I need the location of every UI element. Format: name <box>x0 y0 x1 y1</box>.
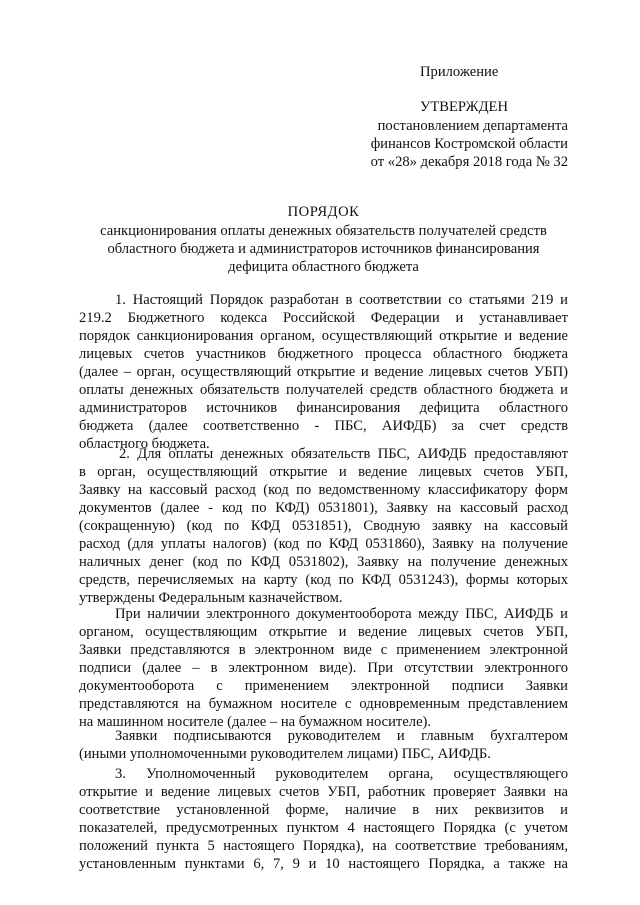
text-line: порядок санкционирования органом, осуществляющий открытие и ведение <box>79 328 568 344</box>
decree-line-1: постановлением департамента <box>377 118 568 134</box>
paragraph-1 <box>79 291 568 453</box>
text-line: администраторов источников финансирования дефицита областного <box>79 400 568 416</box>
text-line: соответствие установленной форме, наличие в них реквизитов и <box>79 802 568 818</box>
text-line: положений пункта 5 настоящего Порядка), на соответствие требованиям, <box>79 838 568 854</box>
text-line: органом, осуществляющим открытие и ведение лицевых счетов УБП, <box>79 624 568 640</box>
document-heading: ПОРЯДОК <box>287 204 360 220</box>
text-line: (иными уполномоченными руководителем лицами) ПБС, АИФДБ. <box>79 746 491 762</box>
text-line: Заявки представляются в электронном виде с применением электронной <box>79 642 568 658</box>
text-line: открытие и ведение лицевых счетов УБП, работник проверяет Заявки на <box>79 784 568 800</box>
text-line: наличных денег (код по КФД 0531802), Заявку на получение денежных <box>79 554 568 570</box>
text-line: средств, перечисляемых на карту (код по КФД 0531243), формы которых <box>79 572 568 588</box>
title-line-3: дефицита областного бюджета <box>228 259 419 275</box>
text-line: 2. Для оплаты денежных обязательств ПБС, АИФДБ предоставляют <box>119 446 568 462</box>
text-line: на машинном носителе (далее – на бумажном носителе). <box>79 714 432 730</box>
text-line: показателей, предусмотренных пунктом 4 настоящего Порядка (с учетом <box>79 820 568 836</box>
text-line: При наличии электронного документооборота между ПБС, АИФДБ и <box>115 606 568 622</box>
text-line: (сокращенную) (код по КФД 0531851), Сводную заявку на кассовый <box>79 518 568 534</box>
text-line: лицевых счетов участников бюджетного процесса областного бюджета <box>79 346 568 362</box>
paragraph-4 <box>79 727 568 763</box>
appendix-label: Приложение <box>420 64 499 80</box>
decree-line-3: от «28» декабря 2018 года № 32 <box>370 154 568 170</box>
text-line: утверждены Федеральным казначейством. <box>79 590 343 606</box>
text-line: (далее – орган, осуществляющий открытие и ведение лицевых счетов УБП) <box>79 364 568 380</box>
text-line: областного бюджета. <box>79 436 210 452</box>
paragraph-3 <box>79 605 568 731</box>
title-line-1: санкционирования оплаты денежных обязательств получателей средств <box>100 223 547 239</box>
title-line-2: областного бюджета и администраторов источников финансирования <box>107 241 540 257</box>
text-line: в орган, осуществляющий открытие и ведение лицевых счетов УБП, <box>79 464 568 480</box>
approved-label: УТВЕРЖДЕН <box>420 99 508 115</box>
text-line: 219.2 Бюджетного кодекса Российской Федерации и устанавливает <box>79 310 568 326</box>
text-line: Заявки подписываются руководителем и главным бухгалтером <box>115 728 568 744</box>
decree-line-2: финансов Костромской области <box>370 136 568 152</box>
text-line: представляются на бумажном носителе с одновременным представлением <box>79 696 568 712</box>
paragraph-2 <box>79 445 568 607</box>
paragraph-5 <box>79 765 568 873</box>
text-line: расход (для уплаты налогов) (код по КФД 0531860), Заявку на получение <box>79 536 568 552</box>
text-line: установленным пунктами 6, 7, 9 и 10 настоящего Порядка, а также на <box>79 856 568 872</box>
text-line: оплаты денежных обязательств получателей средств областного бюджета и <box>79 382 568 398</box>
text-line: Заявку на кассовый расход (код по ведомственному классификатору форм <box>79 482 568 498</box>
text-line: документооборота с применением электронной подписи Заявки <box>79 678 568 694</box>
text-line: бюджета (далее соответственно - ПБС, АИФДБ) за счет средств <box>79 418 568 434</box>
text-line: подписи (далее – в электронном виде). При отсутствии электронного <box>79 660 568 676</box>
text-line: 3. Уполномоченный руководителем органа, осуществляющего <box>115 766 568 782</box>
text-line: документов (далее - код по КФД) 0531801), Заявку на кассовый расход <box>79 500 568 516</box>
text-line: 1. Настоящий Порядок разработан в соответствии со статьями 219 и <box>115 292 568 308</box>
